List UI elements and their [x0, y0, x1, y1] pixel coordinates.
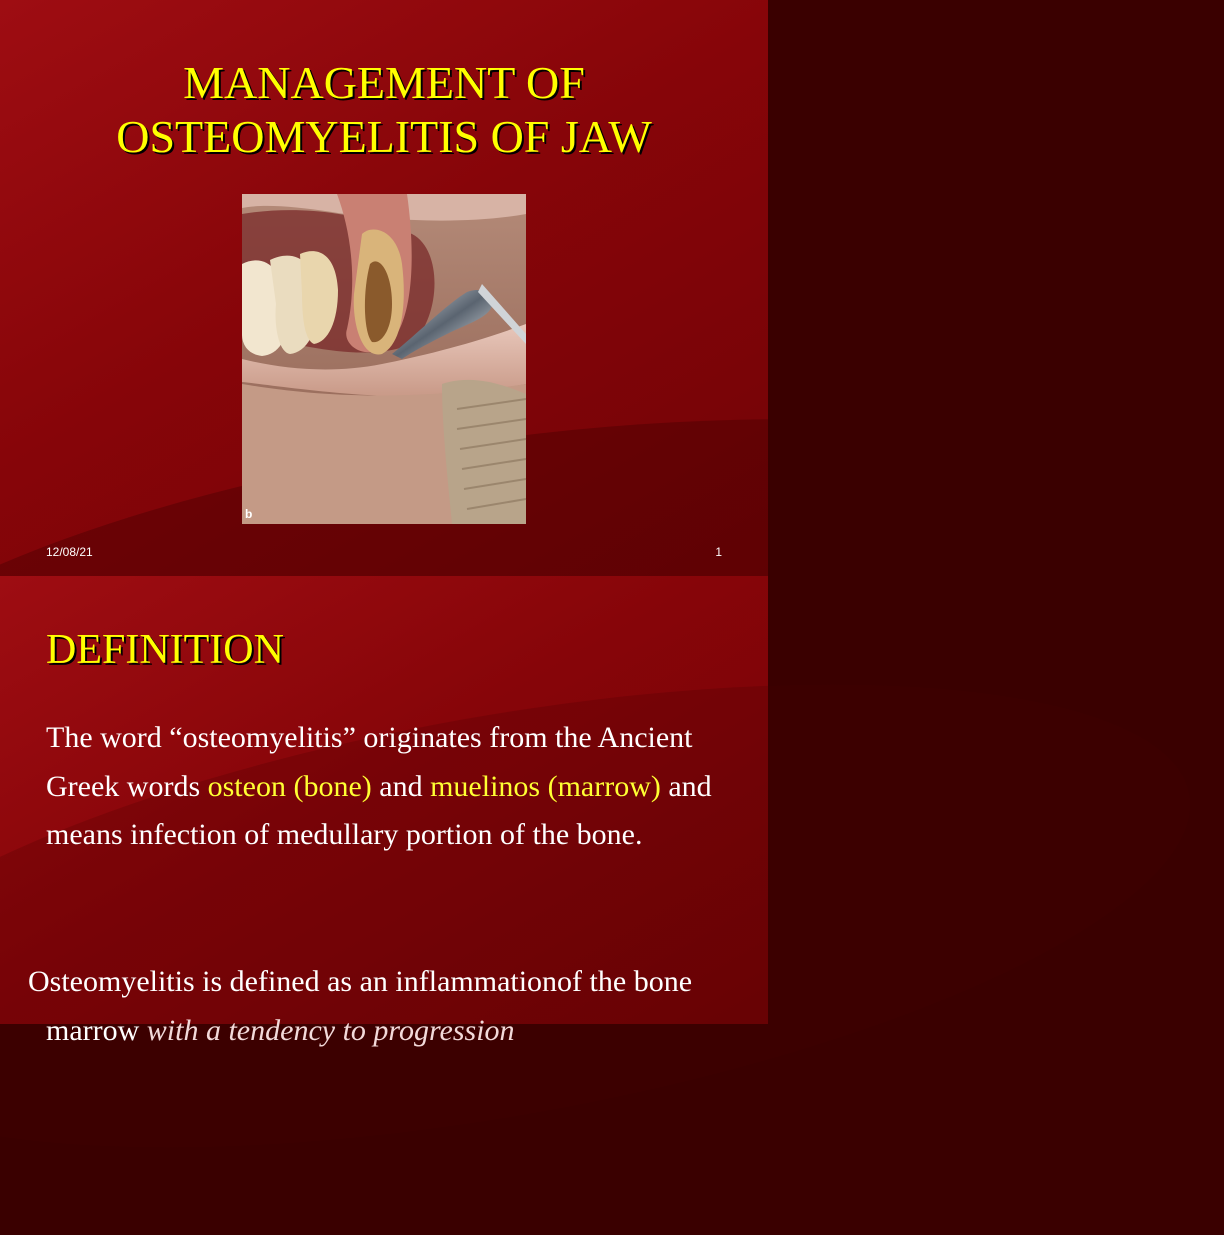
slide-title: [0, 56, 768, 164]
text-run: and means infection of medullary portion of the bone.: [46, 769, 712, 851]
slide-date: 12/08/21: [46, 545, 93, 559]
text-run: and: [371, 769, 431, 803]
text-run: The word “osteomyelitis” originates from the Ancient Greek words: [46, 721, 693, 803]
highlight-osteon: osteon (bone): [207, 769, 372, 803]
definition-heading: DEFINITION: [46, 627, 284, 673]
title-line-2: OSTEOMYELITIS OF JAW: [116, 111, 652, 162]
text-run: Osteomyelitis is defined as an inflammationof the bone marrow: [28, 965, 693, 1047]
photo-label: b: [245, 507, 253, 521]
clinical-photo-drawing: [242, 194, 526, 524]
title-line-1: MANAGEMENT OF: [183, 57, 585, 108]
highlight-muelinos: muelinos (marrow): [430, 769, 661, 803]
slide-1: [0, 0, 768, 576]
clinical-photo: [242, 194, 526, 524]
slide-2: [0, 576, 768, 1047]
slide-number: 1: [715, 545, 722, 559]
definition-paragraph-1: [46, 714, 736, 860]
italic-phrase: with a tendency to progression: [146, 1013, 515, 1047]
definition-paragraph-2: [28, 958, 736, 1055]
